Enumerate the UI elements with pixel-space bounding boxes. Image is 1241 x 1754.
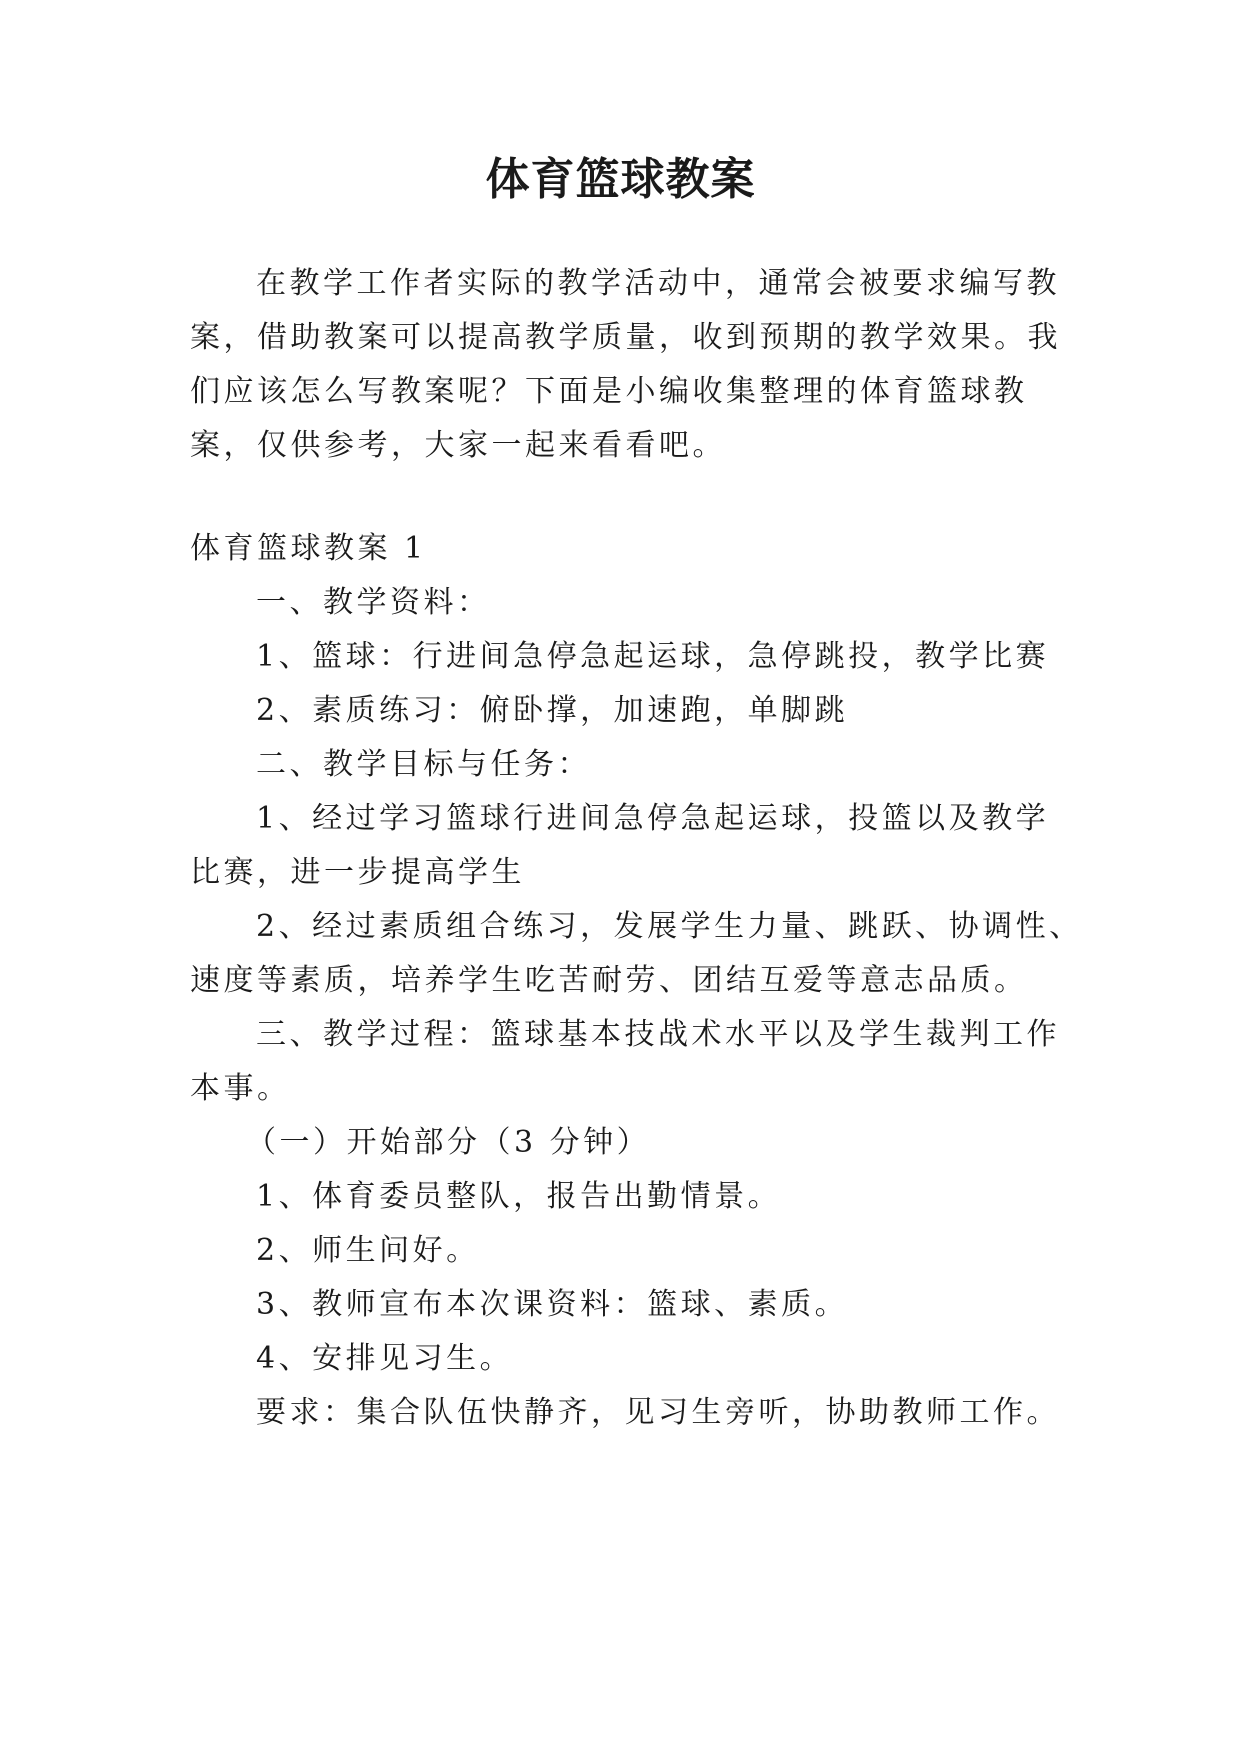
list-item: 3、教师宣布本次课资料：篮球、素质。	[256, 1287, 849, 1322]
section-item-continuation: 本事。	[190, 1071, 291, 1106]
list-item: 1、经过学习篮球行进间急停急起运球，投篮以及教学	[256, 801, 1050, 836]
list-item: 2、经过素质组合练习，发展学生力量、跳跃、协调性、	[256, 909, 1083, 944]
intro-paragraph-line: 们应该怎么写教案呢？下面是小编收集整理的体育篮球教	[190, 374, 1028, 409]
requirement-text: 要求：集合队伍快静齐，见习生旁听，协助教师工作。	[256, 1395, 1060, 1430]
list-item: 4、安排见习生。	[256, 1341, 514, 1376]
list-item: 1、体育委员整队，报告出勤情景。	[256, 1179, 782, 1214]
intro-paragraph-line: 案，借助教案可以提高教学质量，收到预期的教学效果。我	[190, 320, 1061, 355]
list-item: 1、篮球：行进间急停急起运球，急停跳投，教学比赛	[256, 639, 1050, 674]
section-item: 一、教学资料：	[256, 585, 491, 620]
intro-paragraph-line: 案，仅供参考，大家一起来看看吧。	[190, 428, 726, 463]
list-item: 2、师生问好。	[256, 1233, 480, 1268]
subsection-heading: （一）开始部分（3 分钟）	[246, 1125, 651, 1160]
intro-paragraph-line: 在教学工作者实际的教学活动中，通常会被要求编写教	[256, 266, 1060, 301]
section-heading: 体育篮球教案 1	[190, 531, 427, 566]
list-item: 2、素质练习：俯卧撑，加速跑，单脚跳	[256, 693, 849, 728]
section-item: 二、教学目标与任务：	[256, 747, 591, 782]
list-item-continuation: 速度等素质，培养学生吃苦耐劳、团结互爱等意志品质。	[190, 963, 1028, 998]
document-title: 体育篮球教案	[485, 154, 756, 205]
list-item-continuation: 比赛，进一步提高学生	[190, 855, 525, 890]
section-item: 三、教学过程：篮球基本技战术水平以及学生裁判工作	[256, 1017, 1060, 1052]
